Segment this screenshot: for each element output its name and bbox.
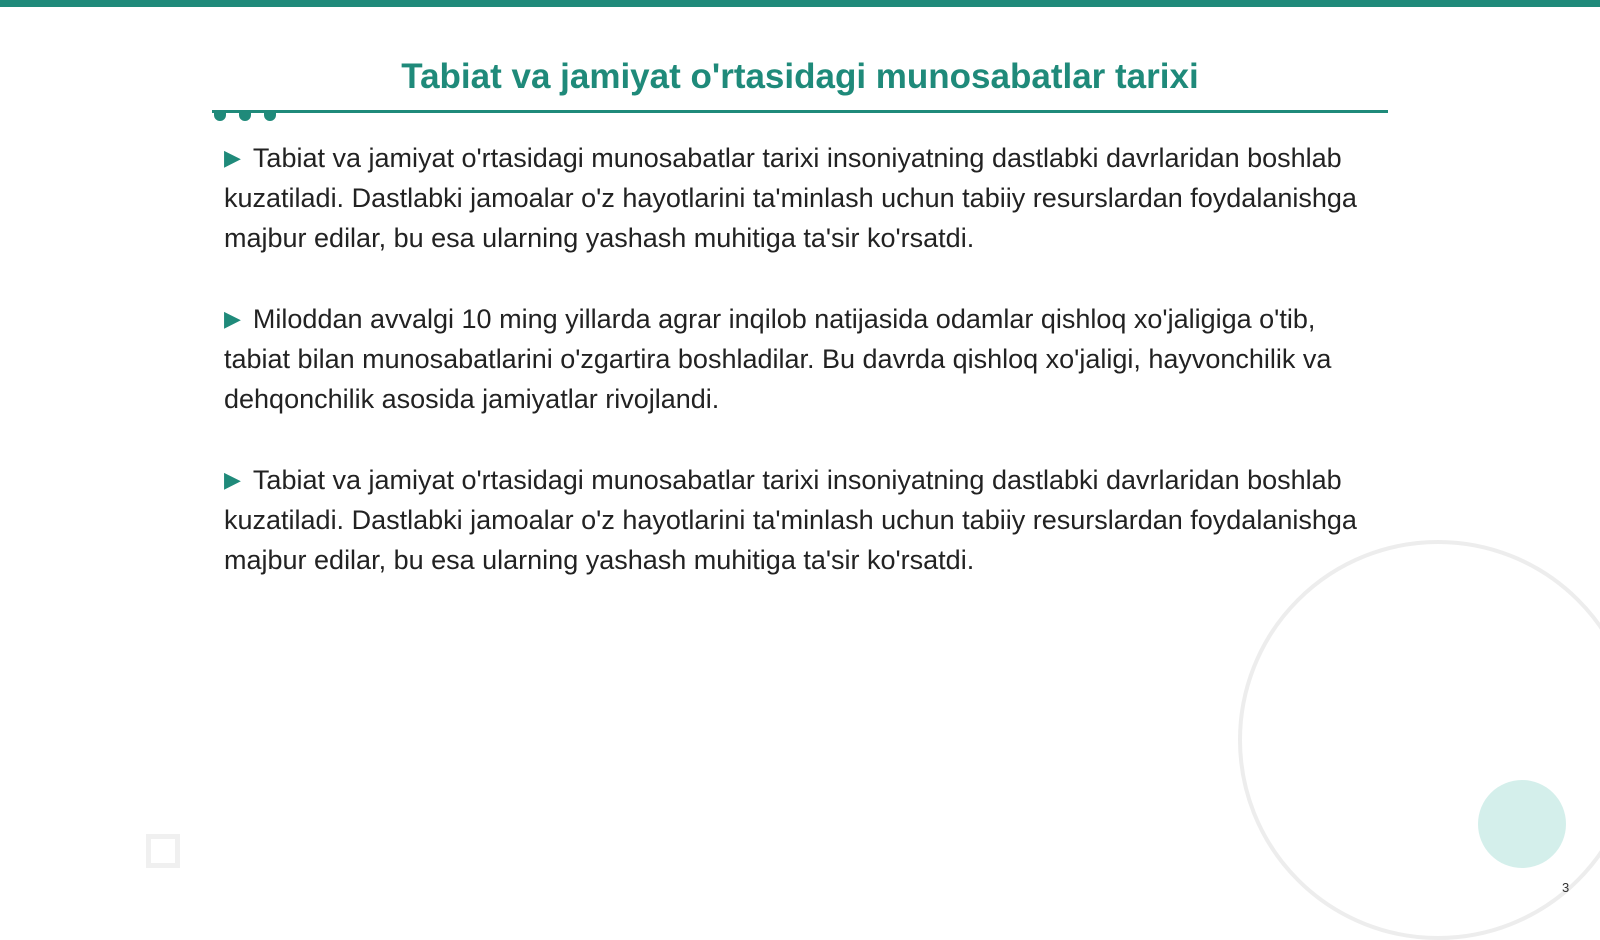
page-number: 3 [1562, 880, 1570, 895]
bullet-item [224, 138, 1384, 258]
bullet-arrow-icon: ▶ [224, 467, 241, 492]
decorative-bubble [1478, 780, 1566, 868]
decorative-dot [239, 113, 251, 121]
slide-title: Tabiat va jamiyat o'rtasidagi munosabatlar tarixi [401, 57, 1199, 96]
top-accent-bar [0, 0, 1600, 7]
decorative-dot [214, 113, 226, 121]
decorative-dot [264, 113, 276, 121]
bullet-list [224, 138, 1384, 621]
bullet-item [224, 460, 1384, 580]
bullet-arrow-icon: ▶ [224, 306, 241, 331]
bullet-text: Tabiat va jamiyat o'rtasidagi munosabatlar tarixi insoniyatning dastlabki davrlaridan boshlab kuzatiladi. Dastlabki jamoalar o'z hayotlarini ta'minlash uchun tabiiy resurslardan foydalanishga majbur edilar, bu esa ularning yashash muhitiga ta'sir ko'rsatdi. [224, 143, 1357, 253]
decorative-square [146, 834, 180, 868]
bullet-text: Tabiat va jamiyat o'rtasidagi munosabatlar tarixi insoniyatning dastlabki davrlaridan boshlab kuzatiladi. Dastlabki jamoalar o'z hayotlarini ta'minlash uchun tabiiy resurslardan foydalanishga majbur edilar, bu esa ularning yashash muhitiga ta'sir ko'rsatdi. [224, 465, 1357, 575]
bullet-arrow-icon: ▶ [224, 145, 241, 170]
title-underline [212, 110, 1388, 113]
bullet-item [224, 299, 1384, 419]
bullet-text: Miloddan avvalgi 10 ming yillarda agrar inqilob natijasida odamlar qishloq xo'jaligiga o'tib, tabiat bilan munosabatlarini o'zgartira boshladilar. Bu davrda qishloq xo'jaligi, hayvonchilik va dehqonchilik asosida jamiyatlar rivojlandi. [224, 304, 1332, 414]
